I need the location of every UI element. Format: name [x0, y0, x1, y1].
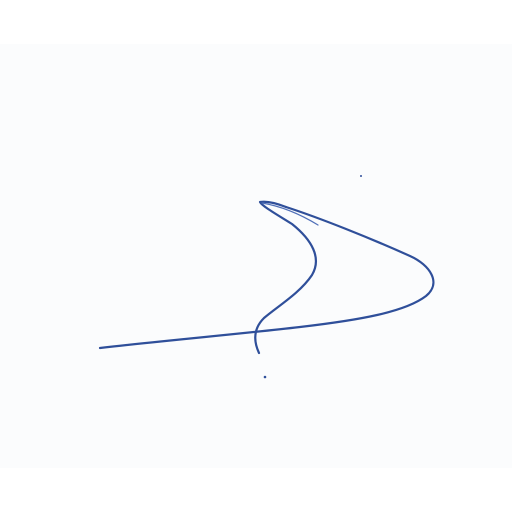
signature-stroke-main — [100, 207, 433, 348]
ink-dot-top — [360, 175, 362, 177]
ink-dot-bottom — [264, 376, 267, 379]
